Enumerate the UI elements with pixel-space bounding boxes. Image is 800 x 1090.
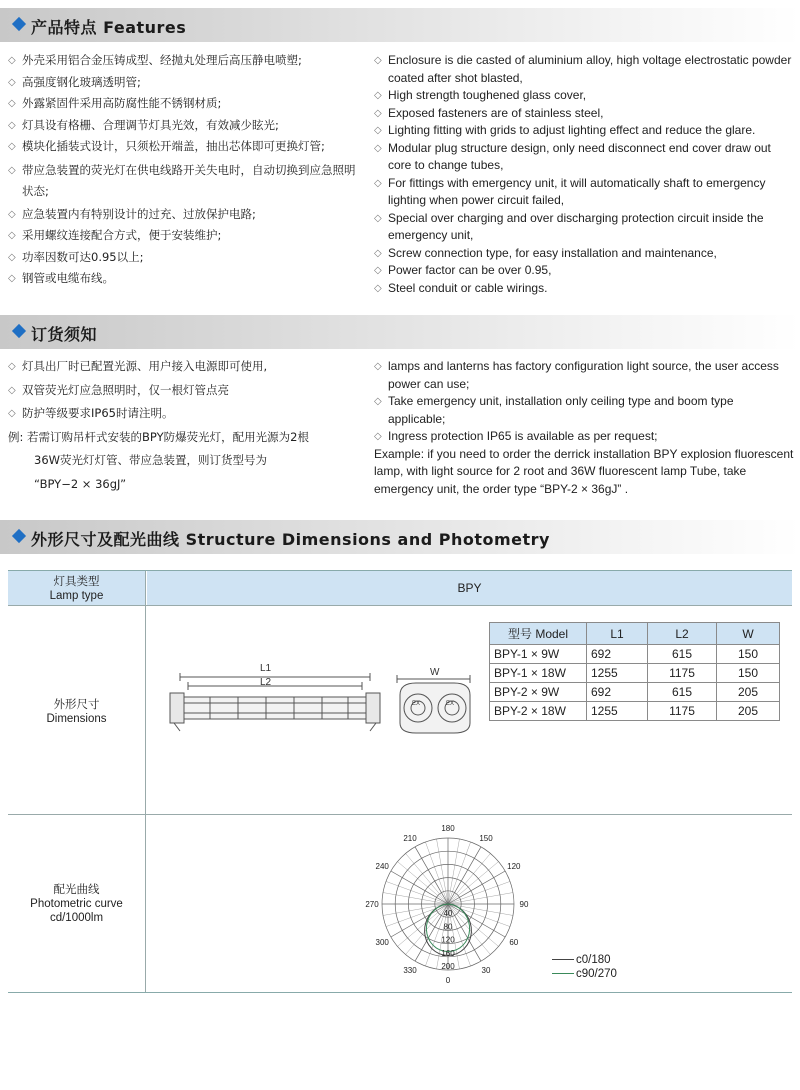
list-item: ◇ 灯具设有格栅、合理调节灯具光效，有效减少眩光; — [8, 117, 360, 135]
angle-label: 300 — [375, 938, 389, 947]
diamond-outline-icon: ◇ — [374, 431, 382, 442]
list-item: ◇ 双管荧光灯应急照明时，仅一根灯管点亮 — [8, 382, 360, 400]
features-en-list — [374, 52, 794, 297]
radial-label: 80 — [443, 922, 453, 932]
list-item: ◇ 高强度钢化玻璃透明管; — [8, 74, 360, 92]
diamond-outline-icon: ◇ — [374, 282, 382, 294]
column-header: L1 — [587, 623, 648, 645]
legend-item-c0: c0/180 — [552, 954, 611, 966]
angle-label: 30 — [481, 965, 491, 975]
diamond-outline-icon: ◇ — [8, 408, 16, 419]
diamond-outline-icon: ◇ — [8, 273, 16, 284]
table-cell: 205 — [717, 683, 780, 702]
list-item: ◇ 模块化插装式设计，只须松开端盖，抽出芯体即可更换灯管; — [8, 138, 360, 156]
structure-header — [0, 520, 800, 554]
list-item: ◇ Enclosure is die casted of aluminium alloy, high voltage electrostatic powder coated after shot blasted, — [374, 53, 792, 85]
list-item: ◇ 外壳采用铝合金压铸成型、经抛丸处理后高压静电喷塑; — [8, 52, 360, 70]
table-cell: 692 — [587, 645, 648, 664]
lamp-end-view — [397, 675, 470, 733]
table-row — [490, 645, 780, 664]
diamond-outline-icon: ◇ — [374, 212, 382, 224]
angle-label: 90 — [519, 900, 529, 909]
list-item: ◇ 灯具出厂时已配置光源、用户接入电源即可使用, — [8, 358, 360, 376]
table-cell: 615 — [648, 645, 717, 664]
grid-divider — [145, 571, 146, 992]
model-spec-table — [489, 622, 780, 721]
dimension-drawing — [160, 655, 480, 740]
diamond-outline-icon: ◇ — [8, 76, 16, 88]
radial-label: 40 — [443, 909, 453, 919]
table-cell: 205 — [717, 702, 780, 721]
angle-label: 180 — [441, 824, 455, 833]
diamond-outline-icon: ◇ — [374, 177, 382, 189]
list-item: ◇ 采用螺纹连接配合方式，便于安装维护; — [8, 227, 360, 245]
diamond-outline-icon: ◇ — [8, 141, 16, 152]
list-item: ◇ 应急装置内有特别设计的过充、过放保护电路; — [8, 206, 360, 224]
features-header — [0, 8, 800, 42]
dimensions-label: 外形尺寸 Dimensions — [46, 699, 107, 725]
diamond-outline-icon: ◇ — [8, 98, 16, 109]
diamond-bullet-icon — [12, 17, 26, 31]
photometric-label: 配光曲线 Photometric curve cd/1000lm — [30, 884, 123, 924]
lamp-side-view — [170, 673, 380, 731]
list-item: ◇ High strength toughened glass cover, — [374, 87, 794, 105]
list-item: ◇ Exposed fasteners are of stainless steel, — [374, 105, 794, 123]
table-cell: 1255 — [587, 664, 648, 683]
list-item: ◇ 钢管或电缆布线。 — [8, 270, 360, 288]
structure-title: 外形尺寸及配光曲线 Structure Dimensions and Photometry — [31, 530, 550, 549]
lamp-type-label: 灯具类型 Lamp type — [49, 576, 104, 602]
model-value: BPY — [457, 581, 482, 595]
photometric-polar-diagram — [360, 822, 540, 987]
ordering-example-cn: 例: 若需订购吊杆式安装的BPY防爆荧光灯，配用光源为2根 36W荧光灯灯管、带应急装置，则订货型号为 “BPY−2 × 36gJ” — [8, 429, 309, 491]
angle-label: 150 — [479, 834, 493, 844]
legend-line-icon — [552, 973, 574, 974]
list-item: ◇ Lighting fitting with grids to adjust lighting effect and reduce the glare. — [374, 122, 794, 140]
diamond-outline-icon: ◇ — [374, 247, 382, 259]
diamond-outline-icon: ◇ — [8, 361, 16, 372]
l2-label: L2 — [260, 677, 272, 688]
list-item: ◇ Take emergency unit, installation only ceiling type and boom type applicable; — [374, 394, 734, 426]
diamond-outline-icon: ◇ — [374, 361, 382, 372]
grid-divider — [8, 605, 792, 606]
diamond-outline-icon: ◇ — [374, 265, 382, 276]
angle-label: 60 — [509, 938, 519, 947]
legend-item-c90: c90/270 — [552, 968, 617, 980]
diamond-outline-icon: ◇ — [8, 55, 16, 66]
table-cell: 615 — [648, 683, 717, 702]
diamond-outline-icon: ◇ — [8, 164, 16, 176]
diamond-outline-icon: ◇ — [374, 90, 382, 101]
table-cell: BPY-2 × 18W — [490, 702, 587, 721]
list-item: ◇ 带应急装置的荧光灯在供电线路开关失电时，自动切换到应急照明状态; — [8, 160, 360, 202]
list-item: ◇ Special over charging and over discharging protection circuit inside the emergency unit, — [374, 210, 764, 242]
list-item: ◇ Power factor can be over 0.95, — [374, 262, 794, 280]
table-cell: BPY-2 × 9W — [490, 683, 587, 702]
legend-line-icon — [552, 959, 574, 960]
list-item: ◇ Steel conduit or cable wirings. — [374, 280, 794, 298]
ex-mark: EX — [412, 701, 421, 707]
table-cell: 692 — [587, 683, 648, 702]
features-cn-list — [8, 52, 360, 288]
angle-label: 0 — [445, 976, 451, 985]
diamond-outline-icon: ◇ — [374, 125, 382, 136]
table-cell: 1175 — [648, 702, 717, 721]
table-cell: 1175 — [648, 664, 717, 683]
diamond-outline-icon: ◇ — [374, 142, 382, 154]
table-row — [490, 683, 780, 702]
ordering-en-list — [374, 358, 794, 498]
diamond-outline-icon: ◇ — [8, 208, 16, 220]
list-item: ◇ Modular plug structure design, only need disconnect end cover draw out core to change tubes, — [374, 140, 771, 172]
column-header: L2 — [648, 623, 717, 645]
ordering-title: 订货须知 — [31, 325, 98, 344]
diamond-bullet-icon — [12, 529, 26, 543]
table-cell: 150 — [717, 664, 780, 683]
radial-label: 120 — [441, 935, 455, 945]
diamond-outline-icon: ◇ — [8, 251, 16, 263]
list-item: ◇ For fittings with emergency unit, it will automatically shaft to emergency lighting when power circuit failed, — [374, 175, 766, 207]
list-item: ◇ 外露紧固件采用高防腐性能不锈钢材质; — [8, 95, 360, 113]
angle-label: 330 — [403, 965, 417, 975]
angle-label: 210 — [403, 834, 417, 844]
angle-label: 240 — [375, 862, 389, 871]
w-label: W — [430, 667, 440, 678]
list-item: ◇ Screw connection type, for easy installation and maintenance, — [374, 245, 794, 263]
radial-label: 200 — [441, 962, 455, 971]
features-title: 产品特点 Features — [31, 18, 187, 37]
ordering-header — [0, 315, 800, 349]
diamond-bullet-icon — [12, 324, 26, 338]
list-item: ◇ 防护等级要求IP65时请注明。 — [8, 405, 360, 423]
grid-divider — [8, 814, 792, 815]
list-item: ◇ Ingress protection IP65 is available as per request; — [374, 428, 794, 446]
table-header-row — [490, 623, 780, 645]
angle-label: 120 — [507, 862, 521, 871]
table-cell: BPY-1 × 18W — [490, 664, 587, 683]
column-header: 型号 Model — [490, 623, 587, 645]
diamond-outline-icon: ◇ — [8, 230, 16, 241]
table-cell: 1255 — [587, 702, 648, 721]
column-header: W — [717, 623, 780, 645]
diamond-outline-icon: ◇ — [8, 384, 16, 396]
diamond-outline-icon: ◇ — [374, 55, 382, 66]
ordering-cn-list — [8, 358, 360, 493]
table-cell: 150 — [717, 645, 780, 664]
list-item: ◇ 功率因数可达0.95以上; — [8, 249, 360, 267]
angle-label: 270 — [365, 900, 379, 909]
diamond-outline-icon: ◇ — [374, 396, 382, 407]
radial-label: 160 — [441, 948, 455, 958]
diamond-outline-icon: ◇ — [8, 119, 16, 131]
table-cell: BPY-1 × 9W — [490, 645, 587, 664]
ex-mark: EX — [446, 701, 455, 707]
l1-label: L1 — [260, 663, 272, 674]
ordering-example-en: Example: if you need to order the derrick installation BPY explosion fluorescent lamp, with light source for 2 root and 36W fluorescent lamp Tube, take emergency unit, the order type “BPY-2 × 36gJ” . — [374, 446, 794, 496]
table-row — [490, 702, 780, 721]
table-row — [490, 664, 780, 683]
list-item: ◇ lamps and lanterns has factory configuration light source, the user access power can use; — [374, 359, 779, 391]
diamond-outline-icon: ◇ — [374, 107, 382, 119]
